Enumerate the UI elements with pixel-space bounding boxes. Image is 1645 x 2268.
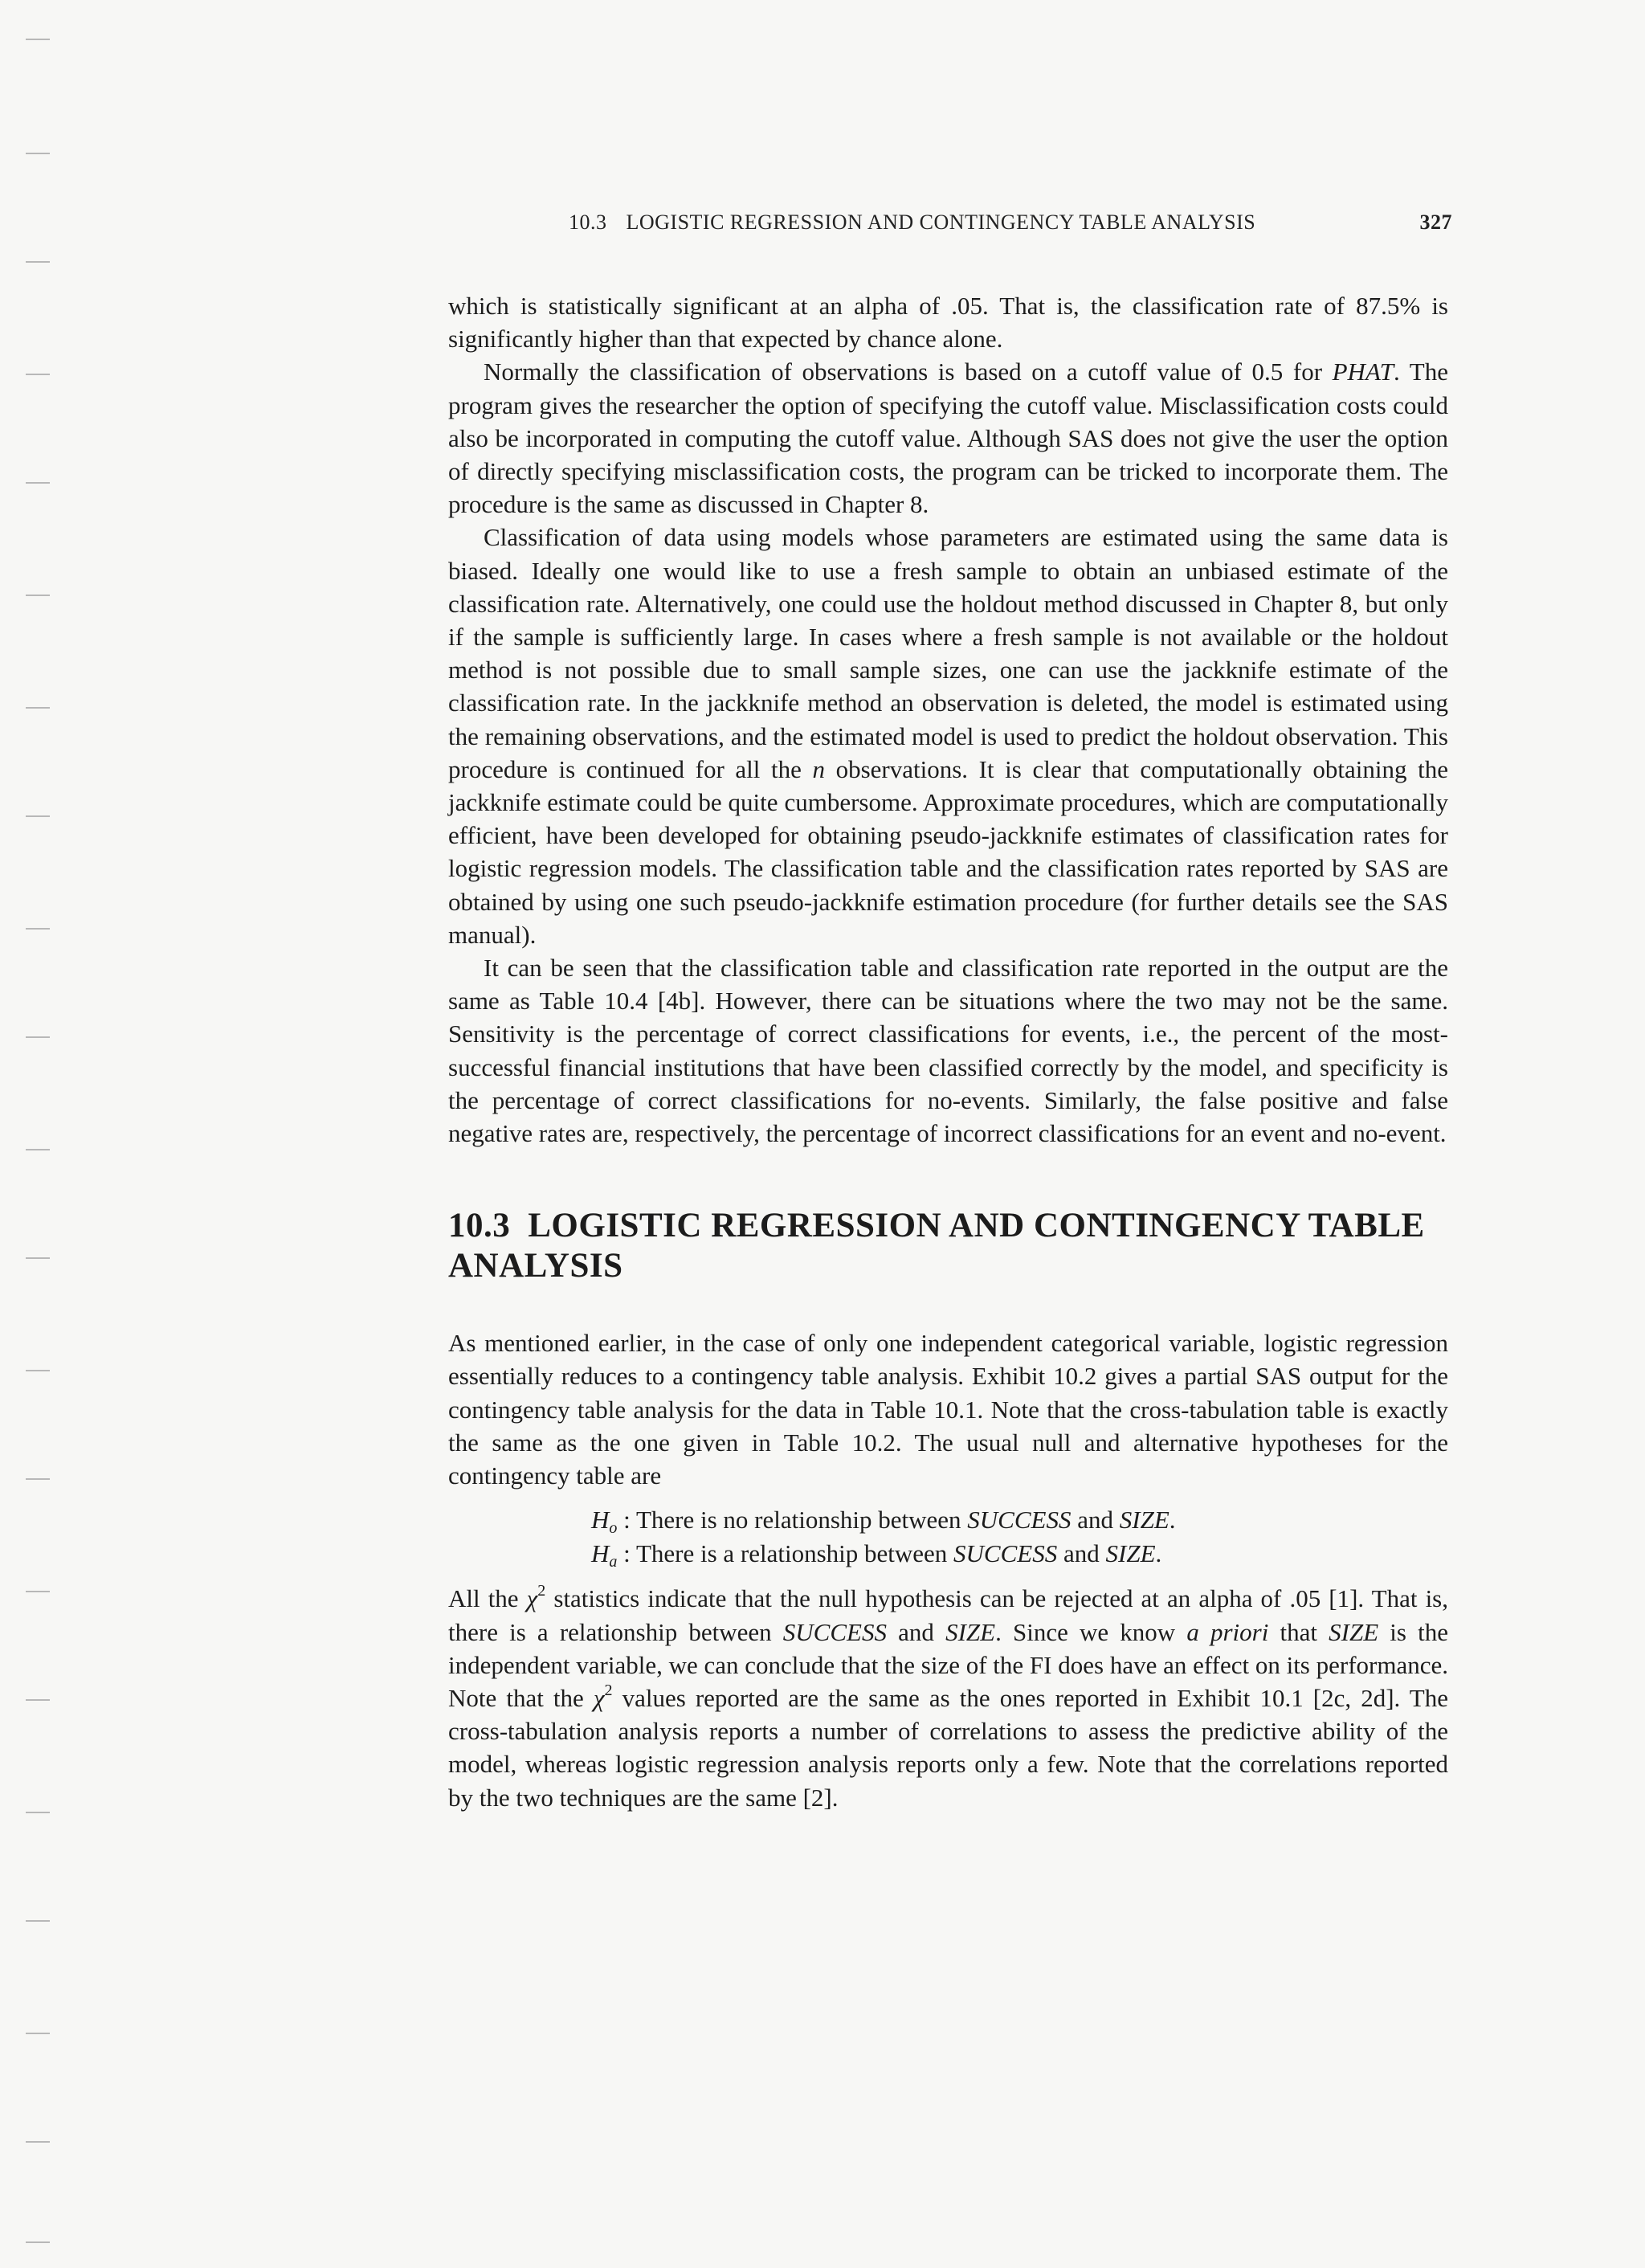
binding-mark — [26, 1920, 50, 1922]
variable-success: SUCCESS — [782, 1617, 887, 1646]
hypothesis-text: . — [1169, 1506, 1176, 1534]
binding-mark — [26, 2141, 50, 2143]
binding-mark — [26, 482, 50, 484]
binding-mark — [26, 374, 50, 375]
null-hypothesis — [591, 1503, 1448, 1537]
binding-mark — [26, 1149, 50, 1150]
paragraph-text: As mentioned earlier, in the case of only one independent categorical variable, logistic regression essentially reduces to a contingency table analysis. Exhibit 10.2 gives a partial SAS output for the contingency table analysis for the data in Table 10.1. Note that the cross-tabulation table is exactly the same as the one given in Table 10.2. The usual null and alternative hypotheses for the contingency table are — [448, 1329, 1448, 1490]
paragraph-text: which is statistically significant at an alpha of .05. That is, the classification rate of 87.5% is significantly higher than that expected by chance alone. — [448, 292, 1448, 353]
variable-success: SUCCESS — [953, 1539, 1058, 1568]
hypothesis-text: . — [1155, 1539, 1162, 1568]
paragraph — [448, 521, 1448, 951]
hypothesis-text: : There is a relationship between — [623, 1539, 954, 1568]
section-heading — [448, 1206, 1448, 1286]
variable-phat: PHAT — [1332, 358, 1394, 386]
variable-size: SIZE — [1105, 1539, 1156, 1568]
hypothesis-text: : There is no relationship between — [623, 1506, 968, 1534]
hypothesis-symbol: H — [591, 1506, 610, 1534]
variable-size: SIZE — [1119, 1506, 1169, 1534]
paragraph-text: It can be seen that the classification table and classification rate reported in the output are the same as Table 10.4 [4b]. However, there can be situations where the two may not be the same. Sensitivity is the percentage of correct classifications for events, i.e., the percent of the most-successful financial institutions that have been classified correctly by the model, and specificity is the percentage of correct classifications for no-events. Similarly, the false positive and false negative rates are, respectively, the percentage of incorrect classifications for an event and no-event. — [448, 954, 1448, 1148]
binding-mark — [26, 595, 50, 596]
binding-mark — [26, 261, 50, 263]
paragraph — [448, 289, 1448, 355]
binding-mark — [26, 928, 50, 930]
superscript: 2 — [537, 1582, 546, 1600]
chi-symbol: χ — [526, 1584, 538, 1613]
binding-mark — [26, 1257, 50, 1259]
binding-mark — [26, 153, 50, 154]
paragraph-text: Classification of data using models whose parameters are estimated using the same data is biased. Ideally one would like to use a fresh sample to obtain an unbiased estimate of the classification rate. Alternatively, one could use the holdout method discussed in Chapter 8, but only if the sample is sufficiently large. In cases where a fresh sample is not available or the holdout method is not possible due to small sample sizes, one can use the jackknife estimate of the classification rate. In the jackknife method an observation is deleted, the model is estimated using the remaining observations, and the estimated model is used to predict the holdout observation. This procedure is continued for all the — [448, 523, 1448, 783]
hypothesis-subscript: a — [609, 1553, 618, 1571]
paragraph-text: observations. It is clear that computationally obtaining the jackknife estimate could be quite cumbersome. Approximate procedures, which are computationally efficient, have been developed for obtaining pseudo-jackknife estimates of classification rates for logistic regression models. The classification table and the classification rates reported by SAS are obtained by using one such pseudo-jackknife estimation procedure (for further details see the SAS manual). — [448, 754, 1448, 949]
paragraph-text: . Since we know — [995, 1617, 1187, 1646]
section-heading-title: LOGISTIC REGRESSION AND CONTINGENCY TABLE ANALYSIS — [448, 1207, 1425, 1285]
paragraph-text: statistics indicate that the null hypothesis can be rejected at an alpha of .05 [1]. That is, there is a relationship between — [448, 1584, 1448, 1646]
chi-symbol: χ — [593, 1683, 605, 1712]
paragraph-text: and — [886, 1617, 946, 1646]
binding-mark — [26, 815, 50, 817]
section-heading-number: 10.3 — [448, 1207, 511, 1245]
binding-mark — [26, 2241, 50, 2243]
page-number: 327 — [1419, 210, 1452, 234]
paragraph — [448, 1326, 1448, 1492]
a-priori: a priori — [1186, 1617, 1269, 1646]
variable-size: SIZE — [1329, 1617, 1379, 1646]
binding-mark — [26, 1591, 50, 1592]
binding-mark — [26, 1812, 50, 1813]
running-head-title: LOGISTIC REGRESSION AND CONTINGENCY TABLE ANALYSIS — [626, 210, 1256, 234]
paragraph-text: values reported are the same as the ones reported in Exhibit 10.1 [2c, 2d]. The cross-tabulation analysis reports a number of correlations to assess the predictive ability of the model, whereas logistic regression analysis reports only a few. Note that the correlations reported by the two techniques are the same [2]. — [448, 1683, 1449, 1812]
binding-mark — [26, 1370, 50, 1371]
superscript: 2 — [604, 1681, 613, 1699]
variable-success: SUCCESS — [967, 1506, 1071, 1534]
paragraph-text: All the — [448, 1584, 527, 1613]
binding-mark — [26, 1699, 50, 1701]
paragraph-text: Normally the classification of observations is based on a cutoff value of 0.5 for — [484, 358, 1333, 386]
running-head — [569, 210, 1452, 235]
binding-mark — [26, 2033, 50, 2034]
paragraph — [448, 951, 1448, 1150]
body-text — [448, 289, 1448, 1814]
paragraph-text: . The program gives the researcher the option of specifying the cutoff value. Misclassification costs could also be incorporated in computing the cutoff value. Although SAS does not give the user the option of directly specifying misclassification costs, the program can be tricked to incorporate them. The procedure is the same as discussed in Chapter 8. — [448, 358, 1448, 519]
paragraph — [448, 355, 1448, 521]
binding-mark — [26, 1036, 50, 1038]
binding-mark — [26, 707, 50, 709]
hypotheses — [448, 1503, 1448, 1571]
hypothesis-text: and — [1071, 1506, 1120, 1534]
running-head-section: 10.3 — [569, 210, 607, 234]
binding-mark — [26, 39, 50, 40]
hypothesis-subscript: o — [609, 1519, 618, 1538]
alternative-hypothesis — [591, 1537, 1448, 1571]
variable-n: n — [812, 754, 825, 783]
paragraph-text: that — [1268, 1617, 1329, 1646]
hypothesis-text: and — [1057, 1539, 1106, 1568]
variable-size: SIZE — [945, 1617, 996, 1646]
paragraph — [448, 1582, 1448, 1813]
paragraph-text: is the independent variable, we can conclude that the size of the FI does have an effect on its performance. Note that the — [448, 1617, 1448, 1712]
hypothesis-symbol: H — [591, 1539, 610, 1568]
binding-mark — [26, 1478, 50, 1480]
